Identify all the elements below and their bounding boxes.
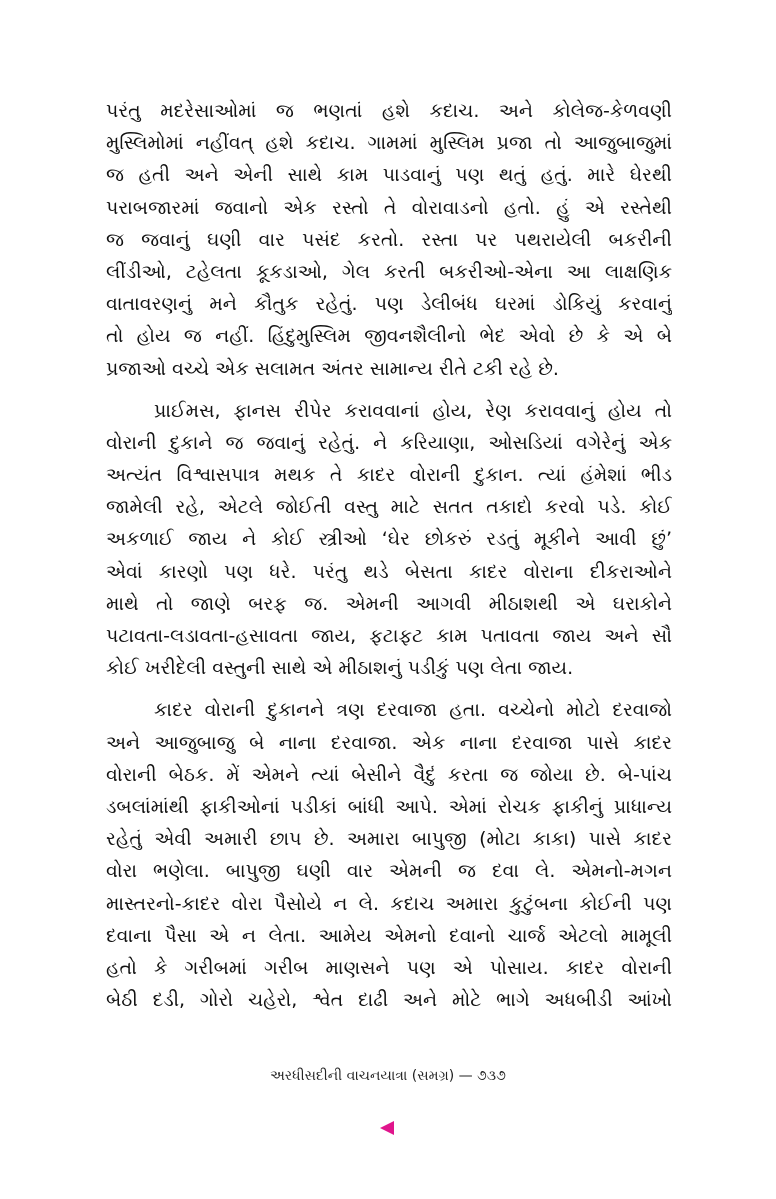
text-line: કાદર વોરાની દુકાનને ત્રણ દરવાજા હતા. વચ્ચેનો મોટો દરવાજો — [154, 699, 672, 722]
text-line: એવાં કારણો પણ ધરે. પરંતુ થડે બેસતા કાદર વોરાના દીકરાઓને — [106, 560, 672, 583]
text-line: જ હતી અને એની સાથે કામ પાડવાનું પણ થતું હતું. મારે ઘેરથી — [106, 164, 672, 187]
text-line: બેઠી દડી, ગોરો ચહેરો, શ્વેત દાઢી અને મોટે ભાગે અધબીડી આંખો — [106, 989, 672, 1012]
text-line: વોરાની દુકાને જ જવાનું રહેતું. ને કરિયાણા, ઓસડિયાં વગેરેનું એક — [106, 431, 672, 454]
text-line: માથે તો જાણે બરફ જ. એમની આગવી મીઠાશથી એ ઘરાકોને — [106, 592, 672, 615]
page-body — [106, 95, 672, 1026]
triangle-left-icon[interactable] — [380, 1121, 394, 1135]
paragraph-1 — [106, 95, 672, 385]
text-line: પરાબજારમાં જવાનો એક રસ્તો તે વોરાવાડનો હતો. હું એ રસ્તેથી — [106, 196, 672, 219]
page-footer: અરધીસદીની વાચનયાત્રા (સમગ્ર) — ૭૩૭ — [270, 1068, 506, 1084]
text-line: જામેલી રહે, એટલે જોઈતી વસ્તુ માટે સતત તકાદો કરવો પડે. કોઈ — [106, 496, 672, 519]
text-line: અને આજુબાજુ બે નાના દરવાજા. એક નાના દરવાજા પાસે કાદર — [106, 731, 672, 754]
text-line: પ્રજાઓ વચ્ચે એક સલામત અંતર સામાન્ય રીતે ટકી રહે છે. — [106, 357, 559, 380]
text-line: દવાના પૈસા એ ન લેતા. આમેય એમનો દવાનો ચાર્જ એટલો મામૂલી — [106, 924, 672, 947]
text-line: ડબલાંમાંથી ફાકીઓનાં પડીકાં બાંધી આપે. એમાં રોચક ફાકીનું પ્રાધાન્ય — [106, 795, 672, 818]
text-line: તો હોય જ નહીં. હિંદુમુસ્લિમ જીવનશૈલીનો ભેદ એવો છે કે એ બે — [106, 325, 672, 348]
text-line: પ્રાઈમસ, ફાનસ રીપેર કરાવવાનાં હોય, રેણ કરાવવાનું હોય તો — [154, 399, 672, 422]
paragraph-3 — [106, 694, 672, 1016]
text-line: માસ્તરનો-કાદર વોરા પૈસોયે ન લે. કદાચ અમારા કુટુંબના કોઈની પણ — [106, 892, 672, 915]
text-line: વોરાની બેઠક. મેં એમને ત્યાં બેસીને વૈદું કરતા જ જોયા છે. બે-પાંચ — [106, 763, 672, 786]
text-line: જ જવાનું ઘણી વાર પસંદ કરતો. રસ્તા પર પથરાયેલી બકરીની — [106, 228, 672, 251]
text-line: વાતાવરણનું મને કૌતુક રહેતું. પણ ડેલીબંધ ઘરમાં ડોકિયું કરવાનું — [106, 293, 672, 316]
text-line: હતો કે ગરીબમાં ગરીબ માણસને પણ એ પોસાય. કાદર વોરાની — [106, 956, 672, 979]
text-line: વોરા ભણેલા. બાપુજી ઘણી વાર એમની જ દવા લે. એમનો-મગન — [106, 860, 672, 883]
text-line: મુસ્લિમોમાં નહીંવત્ હશે કદાચ. ગામમાં મુસ્લિમ પ્રજા તો આજુબાજુમાં — [106, 132, 672, 155]
text-line: પટાવતા-લડાવતા-હસાવતા જાય, ફટાફટ કામ પતાવતા જાય અને સૌ — [106, 625, 672, 647]
text-line: કોઈ ખરીદેલી વસ્તુની સાથે એ મીઠાશનું પડીકું પણ લેતા જાય. — [106, 657, 574, 680]
text-line: લીંડીઓ, ટહેલતા કૂકડાઓ, ગેલ કરતી બકરીઓ-એના આ લાક્ષણિક — [106, 260, 672, 283]
text-line: અત્યંત વિશ્વાસપાત્ર મથક તે કાદર વોરાની દુકાન. ત્યાં હંમેશાં ભીડ — [106, 464, 672, 487]
text-line: રહેતું એવી અમારી છાપ છે. અમારા બાપુજી (મોટા કાકા) પાસે કાદર — [106, 828, 672, 851]
paragraph-2 — [106, 395, 672, 685]
text-line: અકળાઈ જાય ને કોઈ સ્ત્રીઓ ‘ઘેર છોકરું રડતું મૂકીને આવી છું’ — [106, 528, 672, 551]
text-line: પરંતુ મદરેસાઓમાં જ ભણતાં હશે કદાચ. અને કોલેજ-કેળવણી — [106, 100, 672, 122]
